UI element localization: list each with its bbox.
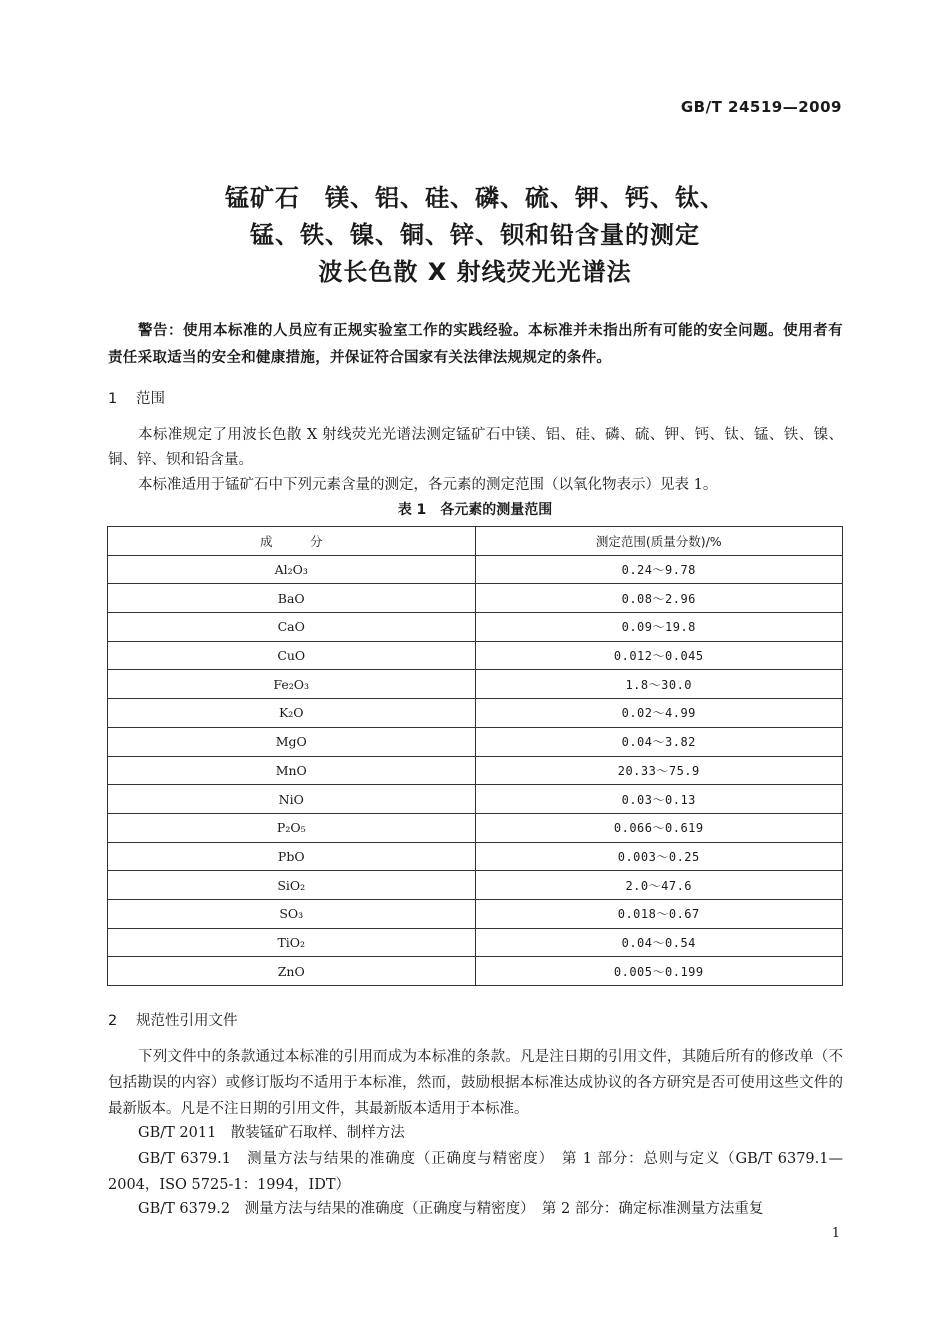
table-row: [108, 555, 843, 584]
title-line-1: 锰矿石 镁、铝、硅、磷、硫、钾、钙、钛、: [225, 184, 725, 212]
range-cell: 0.02～4.99: [475, 699, 843, 728]
table-row: [108, 613, 843, 642]
component-cell: CuO: [108, 641, 476, 670]
title-line-3: 波长色散 X 射线荧光光谱法: [318, 258, 632, 286]
component-cell: PbO: [108, 842, 476, 871]
range-cell: 2.0～47.6: [475, 871, 843, 900]
section-2-paragraph-1: 下列文件中的条款通过本标准的引用而成为本标准的条款。凡是注日期的引用文件，其随后所有的修改单（不包括勘误的内容）或修订版均不适用于本标准，然而，鼓励根据本标准达成协议的各方研究是否可使用这些文件的最新版本。凡是不注日期的引用文件，其最新版本适用于本标准。: [108, 1049, 843, 1117]
table-row: [108, 584, 843, 613]
table-row: [108, 842, 843, 871]
section-1-heading: [108, 387, 165, 408]
component-cell: P₂O₅: [108, 813, 476, 842]
range-cell: 1.8～30.0: [475, 670, 843, 699]
table-row: [108, 641, 843, 670]
table-row: [108, 727, 843, 756]
table-row: [108, 813, 843, 842]
reference-gbt-6379-1: GB/T 6379.1 测量方法与结果的准确度（正确度与精密度） 第 1 部分：总则与定义（GB/T 6379.1—2004，ISO 5725-1：1994，IDT）: [108, 1151, 843, 1193]
section-1-paragraph-2: 本标准适用于锰矿石中下列元素含量的测定，各元素的测定范围（以氧化物表示）见表 1。: [138, 477, 718, 493]
table-row: [108, 871, 843, 900]
component-cell: TiO₂: [108, 928, 476, 957]
range-cell: 0.03～0.13: [475, 785, 843, 814]
table-row: [108, 957, 843, 986]
component-cell: MnO: [108, 756, 476, 785]
table-header-row: [108, 527, 843, 556]
component-cell: K₂O: [108, 699, 476, 728]
table-row: [108, 785, 843, 814]
table-row: [108, 899, 843, 928]
table-row: [108, 756, 843, 785]
component-cell: NiO: [108, 785, 476, 814]
range-cell: 0.005～0.199: [475, 957, 843, 986]
page-number: 1: [831, 1226, 840, 1241]
component-cell: BaO: [108, 584, 476, 613]
table-row: [108, 699, 843, 728]
section-2-heading: [108, 1009, 238, 1030]
component-cell: SiO₂: [108, 871, 476, 900]
table-row: [108, 928, 843, 957]
document-title: [0, 180, 950, 291]
section-1-number: 1: [108, 391, 118, 407]
standard-number: GB/T 24519—2009: [680, 98, 842, 116]
range-cell: 20.33～75.9: [475, 756, 843, 785]
table-caption: 表 1 各元素的测量范围: [397, 502, 553, 518]
range-cell: 0.04～0.54: [475, 928, 843, 957]
section-1-title: 范围: [136, 391, 165, 407]
range-cell: 0.018～0.67: [475, 899, 843, 928]
reference-gbt-2011: GB/T 2011 散装锰矿石取样、制样方法: [138, 1125, 405, 1141]
component-cell: MgO: [108, 727, 476, 756]
range-cell: 0.066～0.619: [475, 813, 843, 842]
component-cell: CaO: [108, 613, 476, 642]
range-cell: 0.24～9.78: [475, 555, 843, 584]
range-cell: 0.003～0.25: [475, 842, 843, 871]
component-cell: SO₃: [108, 899, 476, 928]
table-row: [108, 670, 843, 699]
warning-paragraph: 警告：使用本标准的人员应有正规实验室工作的实践经验。本标准并未指出所有可能的安全问题。使用者有责任采取适当的安全和健康措施，并保证符合国家有关法律法规规定的条件。: [108, 323, 843, 366]
section-1-paragraph-1: 本标准规定了用波长色散 X 射线荧光光谱法测定锰矿石中镁、铝、硅、磷、硫、钾、钙、钛、锰、铁、镍、铜、锌、钡和铅含量。: [108, 427, 843, 468]
section-2-number: 2: [108, 1013, 118, 1029]
range-cell: 0.012～0.045: [475, 641, 843, 670]
title-line-2: 锰、铁、镍、铜、锌、钡和铅含量的测定: [250, 221, 700, 249]
component-cell: Al₂O₃: [108, 555, 476, 584]
column-header-component: 成 分: [108, 527, 476, 556]
component-cell: Fe₂O₃: [108, 670, 476, 699]
range-cell: 0.09～19.8: [475, 613, 843, 642]
component-cell: ZnO: [108, 957, 476, 986]
reference-gbt-6379-2: GB/T 6379.2 测量方法与结果的准确度（正确度与精密度） 第 2 部分：确定标准测量方法重复: [138, 1201, 764, 1217]
range-cell: 0.04～3.82: [475, 727, 843, 756]
range-cell: 0.08～2.96: [475, 584, 843, 613]
section-2-title: 规范性引用文件: [136, 1013, 238, 1029]
measurement-range-table: [107, 526, 843, 986]
column-header-range: 测定范围(质量分数)/%: [475, 527, 843, 556]
